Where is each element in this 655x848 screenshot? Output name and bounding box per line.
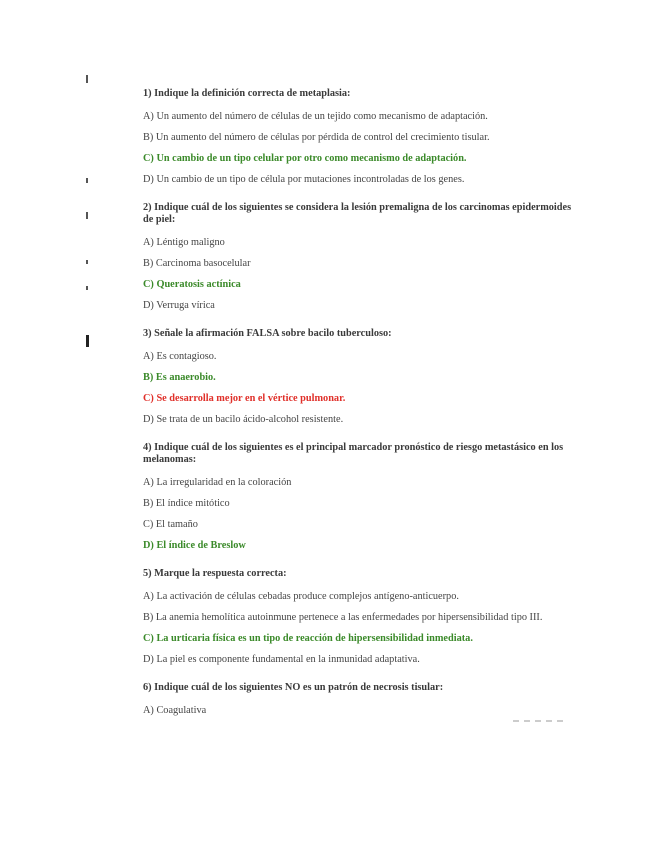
page-footer-dashes: [513, 720, 563, 724]
option-b: B) Un aumento del número de células por pérdida de control del crecimiento tisular.: [143, 132, 490, 143]
question-3: [143, 328, 583, 426]
option-a: A) Léntigo maligno: [143, 237, 225, 248]
option-d: D) Verruga vírica: [143, 300, 215, 311]
margin-mark: [86, 75, 88, 83]
question-4: [143, 442, 583, 552]
option-a: A) La irregularidad en la coloración: [143, 477, 292, 488]
option-c-correct: C) La urticaria física es un tipo de reacción de hipersensibilidad inmediata.: [143, 633, 473, 644]
margin-mark: [86, 178, 88, 183]
option-c-wrong: C) Se desarrolla mejor en el vértice pulmonar.: [143, 393, 346, 404]
margin-mark: [86, 335, 89, 347]
option-b-correct: B) Es anaerobio.: [143, 372, 216, 383]
option-a: A) Es contagioso.: [143, 351, 217, 362]
question-text: 5) Marque la respuesta correcta:: [143, 568, 287, 579]
margin-mark: [86, 260, 88, 264]
option-c-correct: C) Un cambio de un tipo celular por otro como mecanismo de adaptación.: [143, 153, 467, 164]
option-a: A) Coagulativa: [143, 705, 207, 716]
option-c-correct: C) Queratosis actínica: [143, 279, 241, 290]
question-2: [143, 202, 583, 312]
question-1: [143, 88, 583, 186]
margin-mark: [86, 212, 88, 219]
question-text: 4) Indique cuál de los siguientes es el principal marcador pronóstico de riesgo metastásico en los melanomas:: [143, 442, 564, 465]
option-b: B) El índice mitótico: [143, 498, 230, 509]
question-text: 1) Indique la definición correcta de metaplasia:: [143, 88, 351, 99]
option-c: C) El tamaño: [143, 519, 198, 530]
option-d: D) La piel es componente fundamental en la inmunidad adaptativa.: [143, 654, 420, 665]
margin-marks: [86, 0, 98, 848]
margin-mark: [86, 286, 88, 290]
option-d-correct: D) El índice de Breslow: [143, 540, 246, 551]
question-5: [143, 568, 583, 666]
option-a: A) Un aumento del número de células de un tejido como mecanismo de adaptación.: [143, 111, 488, 122]
option-b: B) La anemia hemolítica autoinmune pertenece a las enfermedades por hipersensibilidad tipo III.: [143, 612, 543, 623]
option-a: A) La activación de células cebadas produce complejos antígeno-anticuerpo.: [143, 591, 459, 602]
option-d: D) Se trata de un bacilo ácido-alcohol resistente.: [143, 414, 344, 425]
question-text: 3) Señale la afirmación FALSA sobre bacilo tuberculoso:: [143, 328, 392, 339]
option-b: B) Carcinoma basocelular: [143, 258, 251, 269]
question-text: 2) Indique cuál de los siguientes se considera la lesión premaligna de los carcinomas epidermoides de piel:: [143, 202, 572, 225]
quiz-document: [143, 88, 583, 733]
question-text: 6) Indique cuál de los siguientes NO es un patrón de necrosis tisular:: [143, 682, 444, 693]
question-6: [143, 682, 583, 717]
option-d: D) Un cambio de un tipo de célula por mutaciones incontroladas de los genes.: [143, 174, 465, 185]
